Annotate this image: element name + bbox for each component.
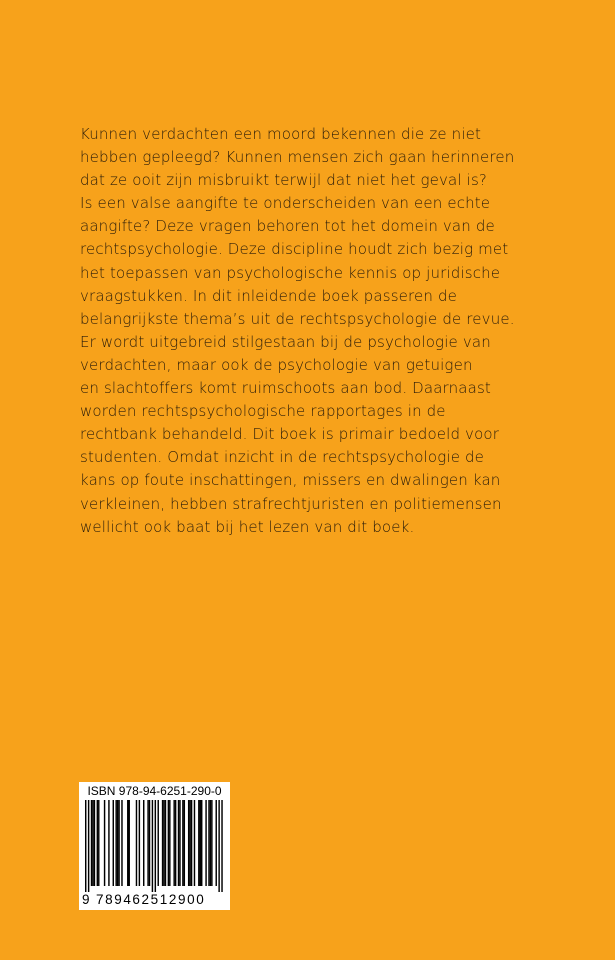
blurb-line: verkleinen, hebben strafrechtjuristen en politiemensen (80, 494, 502, 513)
barcode-bar (143, 800, 144, 886)
ean-digits (79, 890, 230, 910)
barcode-bar (104, 800, 105, 886)
back-cover-blurb (80, 123, 570, 539)
barcode-bar (221, 800, 222, 892)
blurb-line: dat ze ooit zijn misbruikt terwijl dat niet het geval is? (80, 171, 488, 190)
barcode-bar (210, 800, 211, 886)
barcode-bar (169, 800, 170, 886)
blurb-line: rechtbank behandeld. Dit boek is primair bedoeld voor (80, 425, 500, 444)
isbn-label: ISBN 978-94-6251-290-0 (87, 784, 222, 798)
barcode-bar (152, 800, 153, 892)
barcode-bar (162, 800, 163, 886)
barcode-bar (158, 800, 159, 886)
barcode-bar (113, 800, 114, 886)
barcode-bar (200, 800, 201, 886)
barcode-bar (173, 800, 174, 886)
blurb-line: het toepassen van psychologische kennis op juridische (80, 263, 501, 282)
barcode-bar (147, 800, 148, 886)
barcode-bar (94, 800, 95, 886)
blurb-line: Is een valse aangifte te onderscheiden van een echte (80, 194, 491, 213)
barcode-bar (88, 800, 89, 892)
barcode-bar (165, 800, 166, 886)
barcode-bar (218, 800, 219, 892)
blurb-line: kans op foute inschattingen, missers en dwalingen kan (80, 471, 501, 490)
barcode-bar (188, 800, 189, 886)
blurb-line: aangifte? Deze vragen behoren tot het domein van de (80, 217, 495, 236)
blurb-line: Er wordt uitgebreid stilgestaan bij de psychologie van (80, 332, 491, 351)
barcode-bar (194, 800, 195, 886)
barcode-bar (121, 800, 122, 886)
barcode-bar (108, 800, 109, 886)
blurb-line: wellicht ook baat bij het lezen van dit boek. (80, 517, 415, 536)
barcode-bar (136, 800, 137, 886)
barcode-bar (179, 800, 180, 886)
barcode-bar (117, 800, 118, 886)
barcode-bar (191, 800, 192, 886)
barcode-bar (189, 800, 190, 886)
barcode-bars (81, 800, 228, 892)
blurb-line: verdachten, maar ook de psychologie van getuigen (80, 355, 473, 374)
blurb-line: belangrijkste thema’s uit de rechtspsychologie de revue. (80, 309, 515, 328)
isbn-barcode (79, 782, 230, 910)
blurb-line: hebben gepleegd? Kunnen mensen zich gaan herinneren (80, 148, 515, 167)
barcode-bar (201, 800, 202, 886)
barcode-bar (198, 800, 199, 886)
barcode-bar (155, 800, 156, 892)
barcode-bar (85, 800, 86, 892)
barcode-bar (115, 800, 116, 886)
barcode-bar (98, 800, 99, 886)
blurb-line: studenten. Omdat inzicht in de rechtspsychologie de (80, 448, 485, 467)
barcode-bar (211, 800, 212, 886)
barcode-bar (216, 800, 217, 886)
barcode-bar (92, 800, 93, 886)
ean-first-digit: 9 (82, 892, 90, 907)
blurb-line: en slachtoffers komt ruimschoots aan bod. Daarnaast (80, 379, 491, 398)
barcode-bar (97, 800, 98, 886)
blurb-line: worden rechtspsychologische rapportages in de (80, 402, 446, 421)
blurb-line: rechtspsychologie. Deze discipline houdt zich bezig met (80, 240, 509, 259)
barcode-bar (184, 800, 185, 886)
barcode-bar (127, 800, 128, 886)
blurb-line: Kunnen verdachten een moord bekennen die ze niet (80, 125, 482, 143)
barcode-bar (91, 800, 92, 886)
ean-rest-digits: 789462512900 (96, 892, 206, 907)
barcode-bar (139, 800, 140, 886)
barcode-bar (163, 800, 164, 886)
barcode-bar (182, 800, 183, 886)
barcode-bar (178, 800, 179, 886)
barcode-bar (118, 800, 119, 886)
blurb-line: vraagstukken. In dit inleidende boek passeren de (80, 286, 458, 305)
barcode-bar (208, 800, 209, 886)
barcode-bar (175, 800, 176, 886)
barcode-bar (149, 800, 150, 886)
barcode-bar (129, 800, 130, 886)
barcode-bar (205, 800, 206, 886)
barcode-bar (168, 800, 169, 886)
